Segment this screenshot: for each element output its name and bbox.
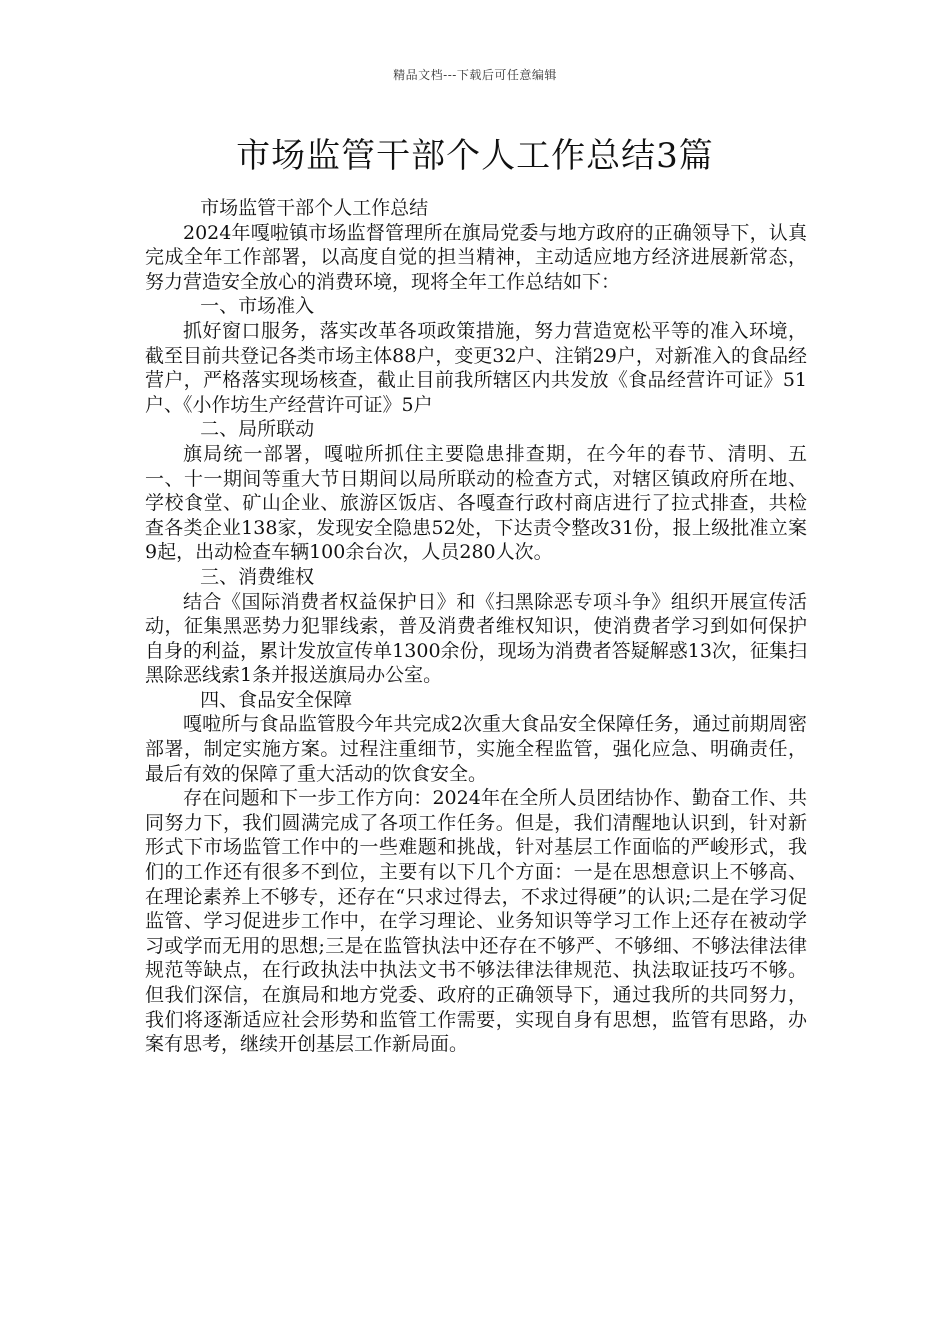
section-body-joint-inspection: 旗局统一部署，嘎啦所抓住主要隐患排查期，在今年的春节、清明、五一、十一期间等重大节日期间以局所联动的检查方式，对辖区镇政府所在地、学校食堂、矿山企业、旅游区饭店、各嘎查行政村商店进行了拉式排查，共检查各类企业138家，发现安全隐患52处，下达责令整改31份，报上级批准立案9起，出动检查车辆100余台次，人员280人次。 <box>145 442 807 564</box>
section-body-consumer-rights: 结合《国际消费者权益保护日》和《扫黑除恶专项斗争》组织开展宣传活动，征集黑恶势力犯罪线索，普及消费者维权知识，使消费者学习到如何保护自身的利益，累计发放宣传单1300余份，现场为消费者答疑解惑13次，征集扫黑除恶线索1条并报送旗局办公室。 <box>145 590 807 687</box>
header-note: 精品文档---下载后可任意编辑 <box>393 68 557 82</box>
document-title: 市场监管干部个人工作总结3篇 <box>236 136 714 176</box>
section-body-market-access: 抓好窗口服务，落实改革各项政策措施，努力营造宽松平等的准入环境，截至目前共登记各类市场主体88户，变更32户、注销29户，对新准入的食品经营户，严格落实现场核查，截止目前我所辖区内共发放《食品经营许可证》51户、《小作坊生产经营许可证》5户 <box>145 319 807 416</box>
section-heading-food-safety: 四、食品安全保障 <box>200 688 353 711</box>
document-body <box>145 196 807 1057</box>
document-subtitle: 市场监管干部个人工作总结 <box>200 197 429 219</box>
conclusion-paragraph: 存在问题和下一步工作方向：2024年在全所人员团结协作、勤奋工作、共同努力下，我们圆满完成了各项工作任务。但是，我们清醒地认识到，针对新形式下市场监管工作中的一些难题和挑战，针对基层工作面临的严峻形式，我们的工作还有很多不到位，主要有以下几个方面：一是在思想意识上不够高、在理论素养上不够专，还存在“只求过得去，不求过得硬”的认识;二是在学习促监管、学习促进步工作中，在学习理论、业务知识等学习工作上还存在被动学习或学而无用的思想;三是在监管执法中还存在不够严、不够细、不够法律法律规范等缺点，在行政执法中执法文书不够法律法律规范、执法取证技巧不够。但我们深信，在旗局和地方党委、政府的正确领导下，通过我所的共同努力，我们将逐渐适应社会形势和监管工作需要，实现自身有思想，监管有思路，办案有思考，继续开创基层工作新局面。 <box>145 787 807 1056</box>
intro-paragraph: 2024年嘎啦镇市场监督管理所在旗局党委与地方政府的正确领导下，认真完成全年工作部署，以高度自觉的担当精神，主动适应地方经济进展新常态，努力营造安全放心的消费环境，现将全年工作总结如下： <box>145 221 807 293</box>
section-heading-consumer-rights: 三、消费维权 <box>200 565 315 588</box>
section-heading-market-access: 一、市场准入 <box>200 295 315 318</box>
section-body-food-safety: 嘎啦所与食品监管股今年共完成2次重大食品安全保障任务，通过前期周密部署，制定实施方案。过程注重细节，实施全程监管，强化应急、明确责任，最后有效的保障了重大活动的饮食安全。 <box>145 713 807 785</box>
section-heading-joint-inspection: 二、局所联动 <box>200 418 315 441</box>
